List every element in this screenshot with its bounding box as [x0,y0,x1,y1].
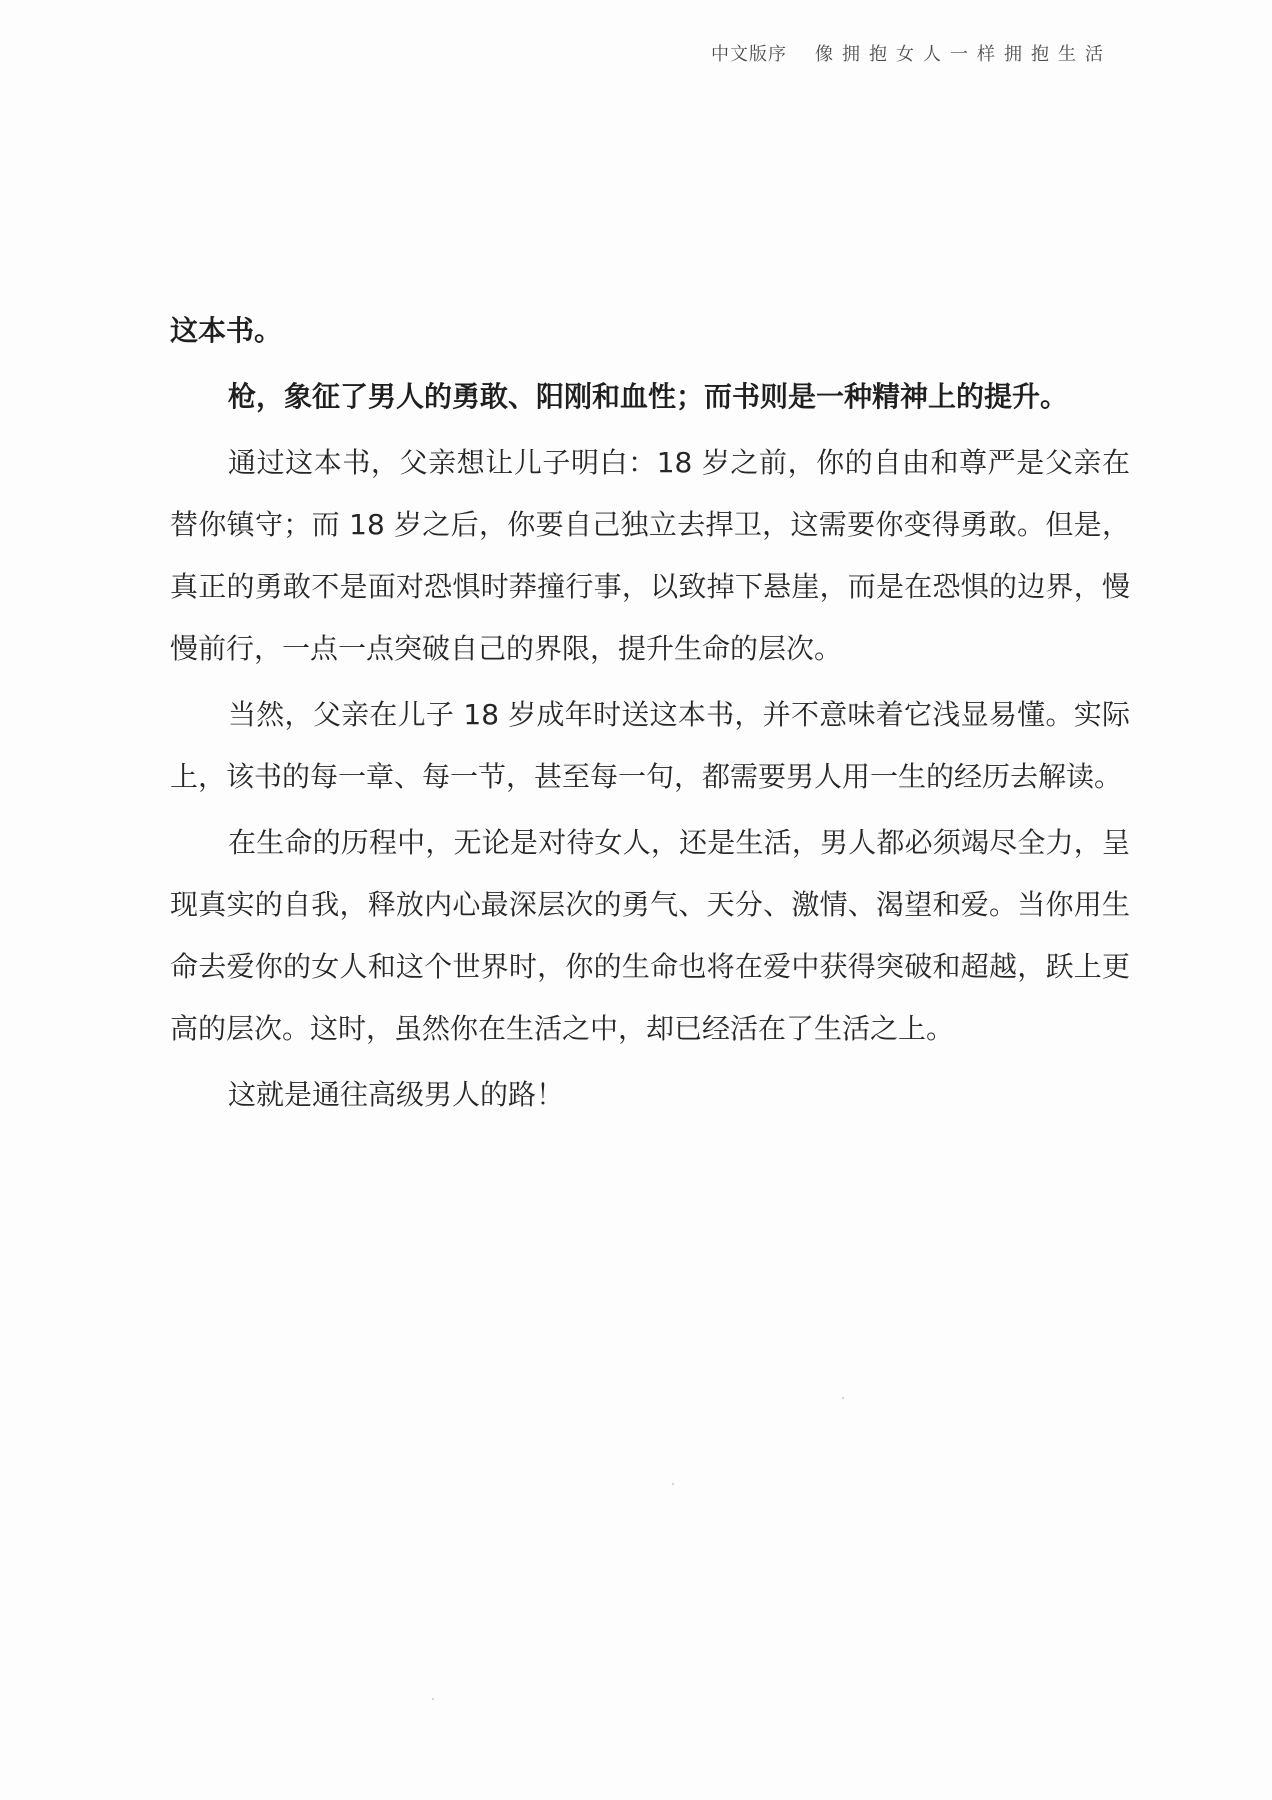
scan-speck [432,1698,434,1700]
scan-speck [842,1397,844,1399]
paragraph: 通过这本书，父亲想让儿子明白：18 岁之前，你的自由和尊严是父亲在替你镇守；而 18 岁之后，你要自己独立去捍卫，这需要你变得勇敢。但是，真正的勇敢不是面对恐惧时莽撞行事，以致掉下悬崖，而是在恐惧的边界，慢慢前行，一点一点突破自己的界限，提升生命的层次。 [170,446,1130,665]
paragraph-continuation: 这本书。 [170,314,283,347]
scan-speck [672,1483,674,1485]
paragraph-bold-statement: 枪，象征了男人的勇敢、阳刚和血性；而书则是一种精神上的提升。 [228,380,1069,413]
running-header [711,40,1112,66]
section-title: 中文版序 [711,44,787,65]
paragraph: 当然，父亲在儿子 18 岁成年时送这本书，并不意味着它浅显易懂。实际上，该书的每一章、每一节，甚至每一句，都需要男人用一生的经历去解读。 [170,698,1130,793]
book-title: 像拥抱女人一样拥抱生活 [815,44,1112,65]
page-body [170,300,1130,1126]
paragraph: 在生命的历程中，无论是对待女人，还是生活，男人都必须竭尽全力，呈现真实的自我，释放内心最深层次的勇气、天分、激情、渴望和爱。当你用生命去爱你的女人和这个世界时，你的生命也将在爱中获得突破和超越，跃上更高的层次。这时，虽然你在生活之中，却已经活在了生活之上。 [170,826,1130,1045]
paragraph-closing: 这就是通往高级男人的路！ [228,1078,565,1111]
